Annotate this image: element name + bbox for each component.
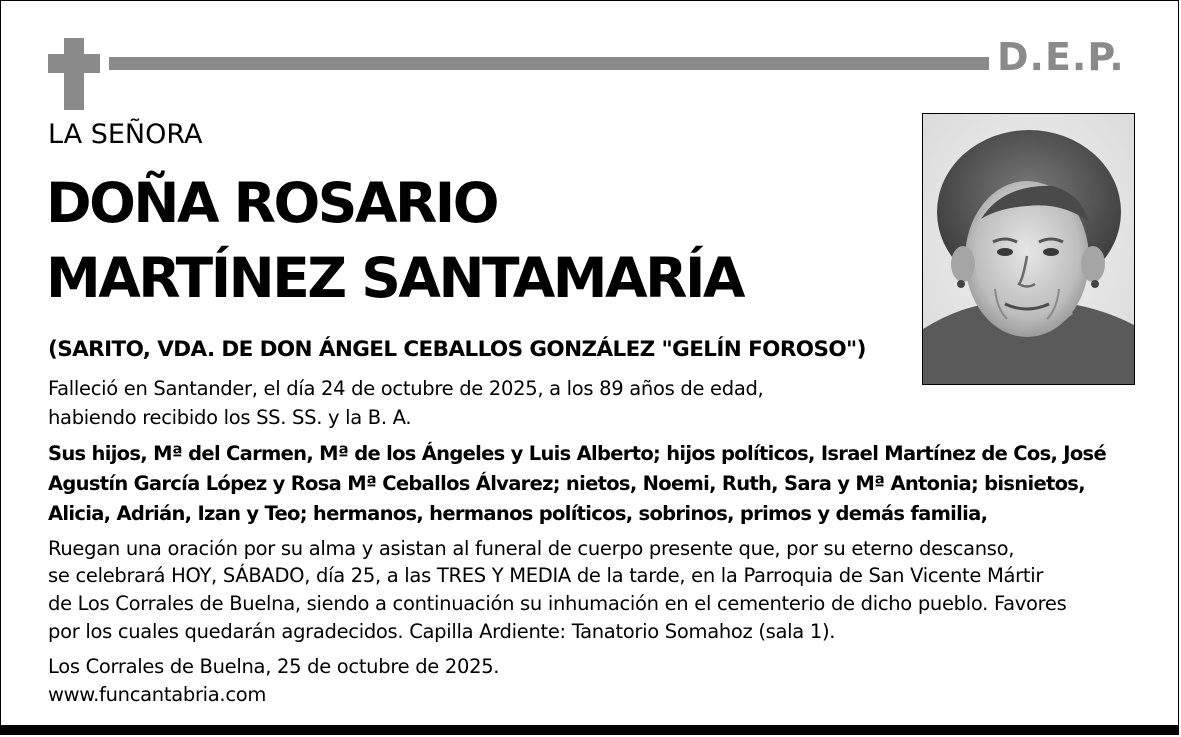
funeral-line: Ruegan una oración por su alma y asistan al funeral de cuerpo presente que, por su eterno descanso, [48,537,1015,560]
death-notice-line: habiendo recibido los SS. SS. y la B. A. [48,406,412,429]
cross-icon [64,38,84,110]
funeral-line: por los cuales quedarán agradecidos. Capilla Ardiente: Tanatorio Somahoz (sala 1). [48,620,836,643]
honorific: LA SEÑORA [48,119,203,150]
funeral-line: de Los Corrales de Buelna, siendo a continuación su inhumación en el cementerio de dicho pueblo. Favores [48,592,1067,615]
dep-label: D.E.P. [997,35,1125,79]
death-notice-line: Falleció en Santander, el día 24 de octubre de 2025, a los 89 años de edad, [48,377,764,400]
deceased-portrait [922,113,1135,385]
header-rule [109,57,989,70]
cross-icon-arm [48,54,100,73]
deceased-name-line-2: MARTÍNEZ SANTAMARÍA [46,246,743,310]
website-link[interactable]: www.funcantabria.com [48,683,267,706]
family-line: Alicia, Adrián, Izan y Teo; hermanos, hermanos políticos, sobrinos, primos y demás familia, [48,502,988,525]
place-date: Los Corrales de Buelna, 25 de octubre de 2025. [48,655,500,678]
deceased-name-line-1: DOÑA ROSARIO [46,171,498,235]
family-line: Sus hijos, Mª del Carmen, Mª de los Ángeles y Luis Alberto; hijos políticos, Israel Martínez de Cos, José [48,442,1106,465]
bottom-border-bar [1,725,1178,734]
funeral-line: se celebrará HOY, SÁBADO, día 25, a las TRES Y MEDIA de la tarde, en la Parroquia de San Vicente Mártir [48,564,1044,587]
family-line: Agustín García López y Rosa Mª Ceballos Álvarez; nietos, Noemi, Ruth, Sara y Mª Antonia; bisnietos, [48,472,1085,495]
nickname-line: (SARITO, VDA. DE DON ÁNGEL CEBALLOS GONZÁLEZ "GELÍN FOROSO") [48,337,866,362]
